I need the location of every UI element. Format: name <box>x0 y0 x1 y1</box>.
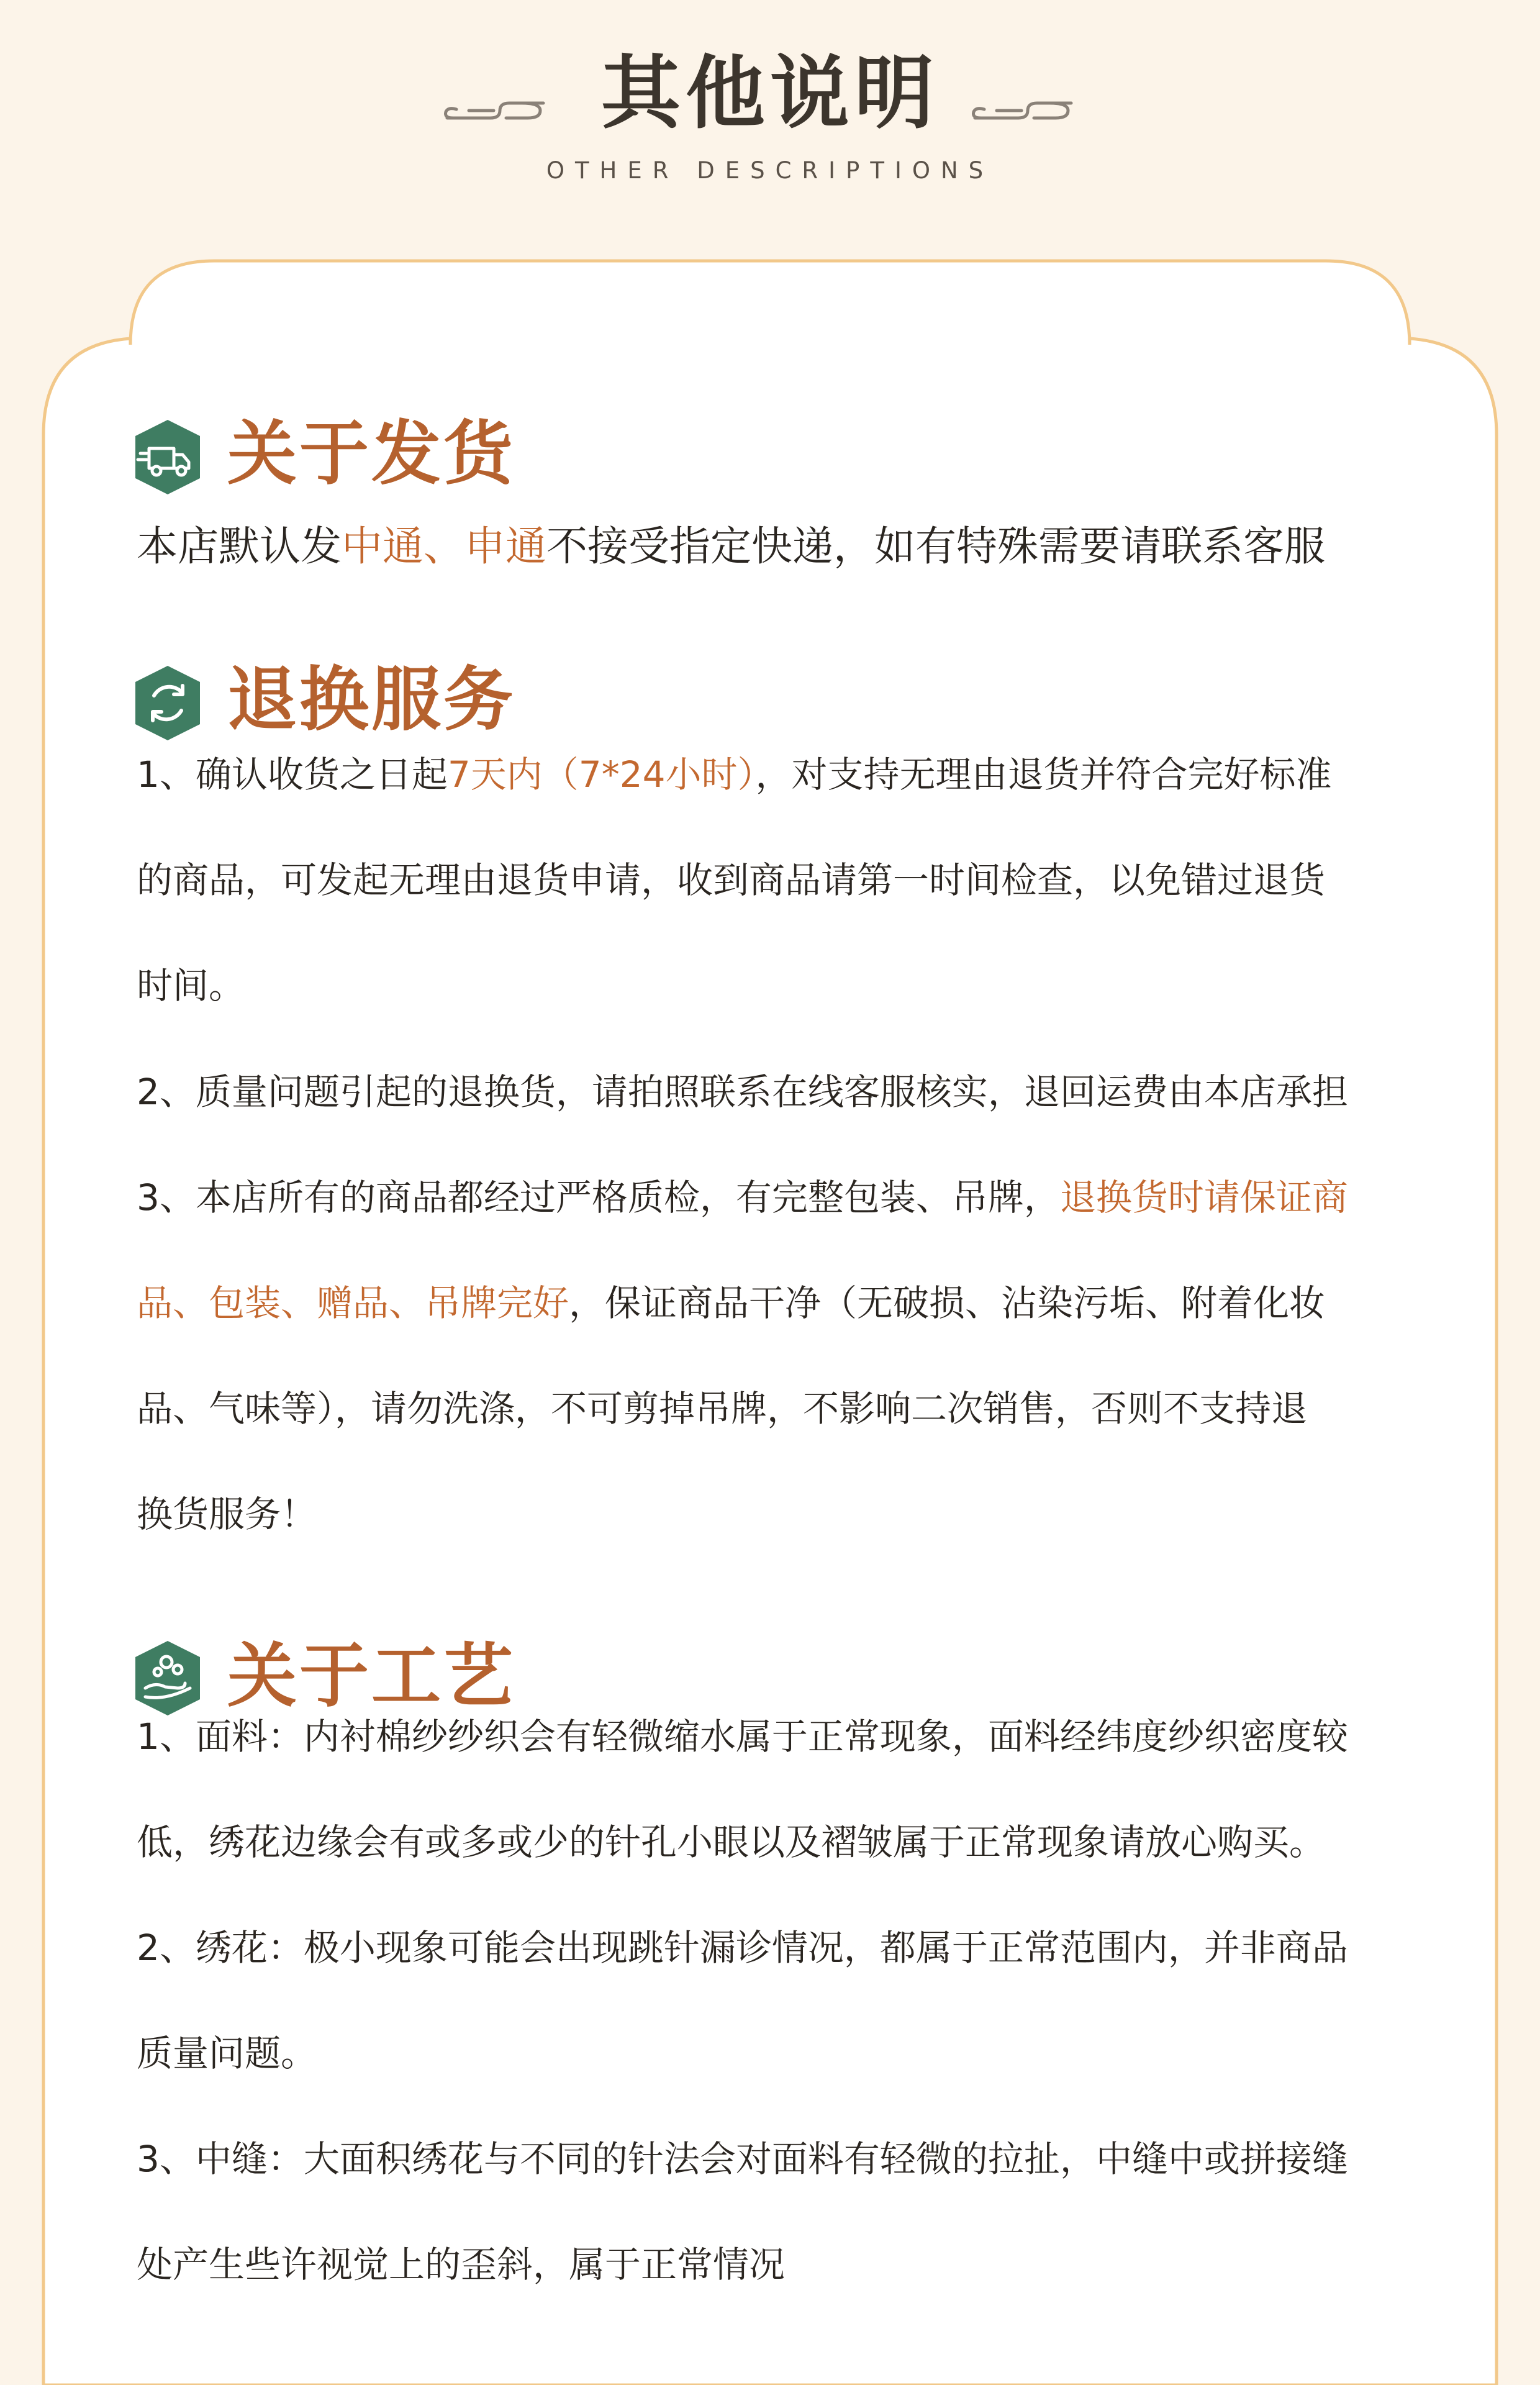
section-title: 关于发货 <box>227 413 515 494</box>
text-line <box>137 516 1447 578</box>
text-line <box>137 2233 1447 2296</box>
text-line <box>137 1378 1447 1440</box>
section-title: 关于工艺 <box>227 1635 515 1717</box>
text-line <box>137 1483 1447 1545</box>
delivery-truck-icon <box>128 417 207 497</box>
highlight-text: 7天内（7*24小时） <box>447 753 756 796</box>
body-text: 换货服务！ <box>137 1493 317 1535</box>
body-text: 2、绣花：极小现象可能会出现跳针漏诊情况，都属于正常范围内，并非商品 <box>137 1927 1348 1969</box>
refresh-cycle-icon <box>128 663 207 743</box>
body-text: 1、确认收货之日起 <box>137 753 448 796</box>
text-line <box>137 1917 1447 1979</box>
body-text: 处产生些许视觉上的歪斜，属于正常情况 <box>137 2243 786 2286</box>
body-text: 2、质量问题引起的退换货，请拍照联系在线客服核实，退回运费由本店承担 <box>137 1071 1348 1113</box>
text-line <box>137 1166 1447 1229</box>
body-text: 品、气味等），请勿洗涤，不可剪掉吊牌，不影响二次销售，否则不支持退 <box>137 1388 1308 1430</box>
body-text: ，对支持无理由退货并符合完好标准 <box>755 753 1332 796</box>
text-line <box>137 743 1447 806</box>
body-text: 不接受指定快递，如有特殊需要请联系客服 <box>546 522 1325 570</box>
highlight-text: 退换货时请保证商 <box>1059 1176 1348 1219</box>
text-line <box>137 955 1447 1017</box>
body-text: 低，绣花边缘会有或多或少的针孔小眼以及褶皱属于正常现象请放心购买。 <box>137 1821 1326 1863</box>
highlight-text: 品、包装、赠品、吊牌完好 <box>137 1282 569 1324</box>
body-text: 的商品，可发起无理由退货申请，收到商品请第一时间检查，以免错过退货 <box>137 859 1326 901</box>
body-text: 本店默认发 <box>137 522 342 570</box>
body-text: ，保证商品干净（无破损、沾染污垢、附着化妆 <box>569 1282 1326 1324</box>
body-text: 3、本店所有的商品都经过严格质检，有完整包装、吊牌， <box>137 1176 1060 1219</box>
text-line <box>137 1061 1447 1123</box>
body-text: 时间。 <box>137 965 245 1007</box>
body-text: 3、中缝：大面积绣花与不同的针法会对面料有轻微的拉扯，中缝中或拼接缝 <box>137 2138 1348 2180</box>
body-text: 1、面料：内衬棉纱纱织会有轻微缩水属于正常现象，面料经纬度纱织密度较 <box>137 1715 1348 1758</box>
page-subtitle: OTHER DESCRIPTIONS <box>546 157 994 184</box>
text-line <box>137 1272 1447 1334</box>
highlight-text: 中通、申通 <box>342 522 546 570</box>
text-line <box>137 849 1447 911</box>
text-line <box>137 2128 1447 2190</box>
text-line <box>137 1811 1447 1873</box>
text-line <box>137 2022 1447 2084</box>
section-title: 退换服务 <box>227 659 515 740</box>
body-text: 质量问题。 <box>137 2032 317 2074</box>
text-line <box>137 1706 1447 1768</box>
page-title: 其他说明 <box>600 47 939 140</box>
